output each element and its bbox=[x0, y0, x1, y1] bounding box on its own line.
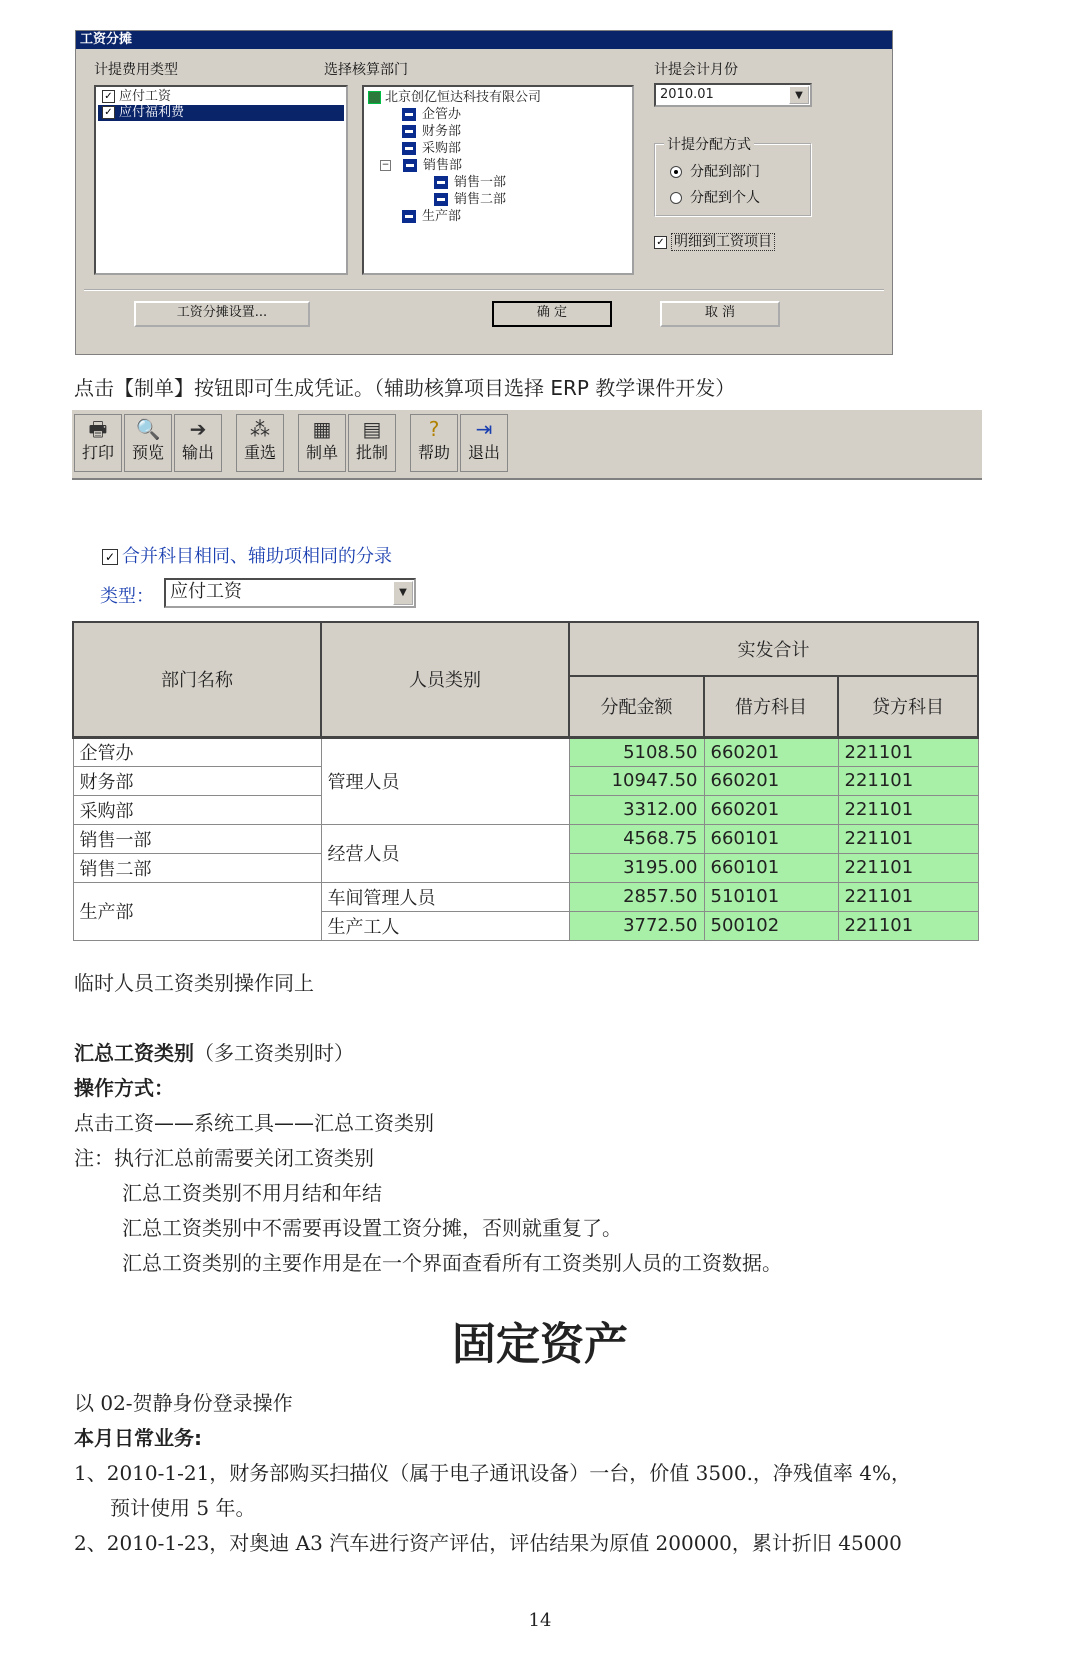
tree-node[interactable]: 生产部 bbox=[368, 208, 628, 225]
allocation-grid bbox=[72, 621, 979, 941]
table-row[interactable] bbox=[73, 882, 978, 911]
col-header-group: 实发合计 bbox=[569, 622, 978, 676]
radio-dept[interactable]: 分配到部门 bbox=[670, 161, 760, 181]
cell-credit[interactable]: 221101 bbox=[838, 853, 978, 882]
item-2: 2、2010-1-23，对奥迪 A3 汽车进行资产评估，评估结果为原值 200000，累计折旧 45000 bbox=[74, 1531, 902, 1555]
make-voucher-icon: ▦ bbox=[312, 417, 332, 441]
exit-button[interactable]: ⇥ 退出 bbox=[460, 414, 508, 472]
print-button[interactable]: 🖶 打印 bbox=[74, 414, 122, 472]
cell-dept[interactable]: 企管办 bbox=[73, 737, 321, 766]
cell-dept[interactable]: 财务部 bbox=[73, 766, 321, 795]
month-select[interactable]: 2010.01 ▼ bbox=[654, 83, 812, 107]
dept-icon bbox=[403, 159, 417, 172]
alloc-method-group bbox=[654, 137, 812, 217]
tree-node[interactable]: 销售一部 bbox=[368, 174, 628, 191]
cell-person[interactable]: 管理人员 bbox=[321, 737, 569, 824]
tree-node[interactable]: 企管办 bbox=[368, 106, 628, 123]
cell-credit[interactable]: 221101 bbox=[838, 824, 978, 853]
checkbox-checked-icon[interactable]: ✓ bbox=[654, 236, 667, 249]
cancel-button[interactable]: 取 消 bbox=[660, 301, 780, 327]
cell-amount[interactable]: 4568.75 bbox=[569, 824, 704, 853]
cell-dept[interactable]: 销售二部 bbox=[73, 853, 321, 882]
preview-button[interactable]: 🔍 预览 bbox=[124, 414, 172, 472]
cell-amount[interactable]: 3195.00 bbox=[569, 853, 704, 882]
temp-staff-text: 临时人员工资类别操作同上 bbox=[74, 971, 314, 995]
cell-dept[interactable]: 生产部 bbox=[73, 882, 321, 940]
collapse-icon[interactable]: − bbox=[381, 160, 390, 170]
cell-amount[interactable]: 2857.50 bbox=[569, 882, 704, 911]
cell-debit[interactable]: 660201 bbox=[704, 795, 838, 824]
dept-icon bbox=[434, 193, 448, 206]
op-label: 操作方式： bbox=[74, 1076, 174, 1100]
section-title: 固定资产 bbox=[452, 1319, 628, 1370]
dept-tree[interactable] bbox=[362, 85, 634, 275]
summary-heading-line bbox=[74, 1040, 354, 1066]
export-icon: ➔ bbox=[189, 417, 207, 441]
dept-icon bbox=[402, 125, 416, 138]
dept-icon bbox=[402, 108, 416, 121]
tree-node[interactable]: 采购部 bbox=[368, 140, 628, 157]
cell-person[interactable]: 经营人员 bbox=[321, 824, 569, 882]
dept-label: 选择核算部门 bbox=[324, 62, 408, 78]
note-3: 汇总工资类别中不需要再设置工资分摊，否则就重复了。 bbox=[122, 1216, 622, 1240]
salary-allocation-dialog bbox=[75, 30, 893, 355]
batch-voucher-button[interactable]: ▤ 批制 bbox=[348, 414, 396, 472]
checkbox-checked-icon[interactable]: ✓ bbox=[102, 549, 118, 565]
login-text: 以 02-贺静身份登录操作 bbox=[74, 1391, 293, 1415]
col-header-debit: 借方科目 bbox=[704, 676, 838, 737]
expense-type-item[interactable]: ✓ 应付工资 bbox=[98, 89, 344, 105]
chevron-down-icon[interactable]: ▼ bbox=[789, 86, 809, 104]
tree-node[interactable]: 销售二部 bbox=[368, 191, 628, 208]
toolbar bbox=[72, 410, 982, 480]
cell-credit[interactable]: 221101 bbox=[838, 737, 978, 766]
setup-button[interactable]: 工资分摊设置... bbox=[134, 301, 310, 327]
summary-heading-note: （多工资类别时） bbox=[194, 1041, 354, 1065]
export-button[interactable]: ➔ 输出 bbox=[174, 414, 222, 472]
batch-voucher-icon: ▤ bbox=[362, 417, 382, 441]
checkbox-checked-icon[interactable]: ✓ bbox=[102, 106, 115, 119]
item-1-line-1: 1、2010-1-21，财务部购买扫描仪（属于电子通讯设备）一台，价值 3500.，净残值率 4%， bbox=[74, 1461, 912, 1485]
cell-credit[interactable]: 221101 bbox=[838, 795, 978, 824]
dialog-title: 工资分摊 bbox=[76, 31, 892, 49]
cell-credit[interactable]: 221101 bbox=[838, 766, 978, 795]
tree-node[interactable]: 财务部 bbox=[368, 123, 628, 140]
cell-debit[interactable]: 660101 bbox=[704, 824, 838, 853]
cell-debit[interactable]: 510101 bbox=[704, 882, 838, 911]
merge-checkbox[interactable]: ✓ 合并科目相同、辅助项相同的分录 bbox=[102, 542, 392, 568]
expense-type-item-selected[interactable]: ✓ 应付福利费 bbox=[98, 105, 344, 121]
preview-icon: 🔍 bbox=[135, 417, 161, 441]
expense-type-label: 计提费用类型 bbox=[94, 62, 178, 78]
cell-debit[interactable]: 660201 bbox=[704, 737, 838, 766]
make-voucher-button[interactable]: ▦ 制单 bbox=[298, 414, 346, 472]
filter-area bbox=[72, 480, 982, 620]
cell-debit[interactable]: 660201 bbox=[704, 766, 838, 795]
radio-icon[interactable] bbox=[670, 192, 682, 204]
cell-person[interactable]: 车间管理人员 bbox=[321, 882, 569, 911]
reselect-button[interactable]: ⁂ 重选 bbox=[236, 414, 284, 472]
cell-amount[interactable]: 5108.50 bbox=[569, 737, 704, 766]
cell-credit[interactable]: 221101 bbox=[838, 911, 978, 940]
cell-amount[interactable]: 10947.50 bbox=[569, 766, 704, 795]
cell-amount[interactable]: 3772.50 bbox=[569, 911, 704, 940]
chevron-down-icon[interactable]: ▼ bbox=[393, 581, 413, 605]
instruction-text: 点击【制单】按钮即可生成凭证。（辅助核算项目选择 ERP 教学课件开发） bbox=[74, 376, 736, 400]
tree-node[interactable]: − 销售部 bbox=[381, 158, 463, 173]
table-row[interactable] bbox=[73, 737, 978, 766]
cell-debit[interactable]: 660101 bbox=[704, 853, 838, 882]
alloc-method-legend: 计提分配方式 bbox=[664, 134, 754, 154]
reselect-icon: ⁂ bbox=[250, 417, 270, 441]
note-1: 注：执行汇总前需要关闭工资类别 bbox=[74, 1146, 374, 1170]
exit-icon: ⇥ bbox=[475, 417, 493, 441]
note-4: 汇总工资类别的主要作用是在一个界面查看所有工资类别人员的工资数据。 bbox=[122, 1251, 782, 1275]
divider bbox=[84, 289, 884, 291]
printer-icon: 🖶 bbox=[88, 417, 108, 441]
radio-person[interactable]: 分配到个人 bbox=[670, 187, 760, 207]
cell-credit[interactable]: 221101 bbox=[838, 882, 978, 911]
month-label: 计提会计月份 bbox=[654, 62, 738, 78]
cell-amount[interactable]: 3312.00 bbox=[569, 795, 704, 824]
summary-heading: 汇总工资类别 bbox=[74, 1041, 194, 1065]
table-row[interactable] bbox=[73, 824, 978, 853]
col-header-credit: 贷方科目 bbox=[838, 676, 978, 737]
note-2: 汇总工资类别不用月结和年结 bbox=[122, 1181, 382, 1205]
cell-debit[interactable]: 500102 bbox=[704, 911, 838, 940]
dept-icon bbox=[402, 142, 416, 155]
root-folder-icon bbox=[368, 91, 381, 104]
type-label: 类型： bbox=[100, 586, 154, 607]
checkbox-checked-icon[interactable]: ✓ bbox=[102, 90, 115, 103]
col-header-dept: 部门名称 bbox=[73, 622, 321, 737]
cell-person[interactable]: 生产工人 bbox=[321, 911, 569, 940]
tree-root[interactable]: 北京创亿恒达科技有限公司 bbox=[368, 89, 628, 106]
daily-label: 本月日常业务: bbox=[74, 1426, 202, 1450]
type-select[interactable]: 应付工资 ▼ bbox=[164, 578, 416, 608]
cell-dept[interactable]: 销售一部 bbox=[73, 824, 321, 853]
col-header-amount: 分配金额 bbox=[569, 676, 704, 737]
op-path: 点击工资——系统工具——汇总工资类别 bbox=[74, 1111, 434, 1135]
dept-icon bbox=[402, 210, 416, 223]
dept-icon bbox=[434, 176, 448, 189]
help-button[interactable]: ? 帮助 bbox=[410, 414, 458, 472]
page-number: 14 bbox=[528, 1610, 552, 1631]
detail-checkbox[interactable]: ✓ 明细到工资项目 bbox=[654, 231, 775, 251]
item-1-line-2: 预计使用 5 年。 bbox=[110, 1496, 256, 1520]
ok-button[interactable]: 确 定 bbox=[492, 301, 612, 327]
help-icon: ? bbox=[428, 417, 440, 441]
radio-selected-icon[interactable] bbox=[670, 166, 682, 178]
cell-dept[interactable]: 采购部 bbox=[73, 795, 321, 824]
col-header-person: 人员类别 bbox=[321, 622, 569, 737]
expense-type-list[interactable] bbox=[94, 85, 348, 275]
